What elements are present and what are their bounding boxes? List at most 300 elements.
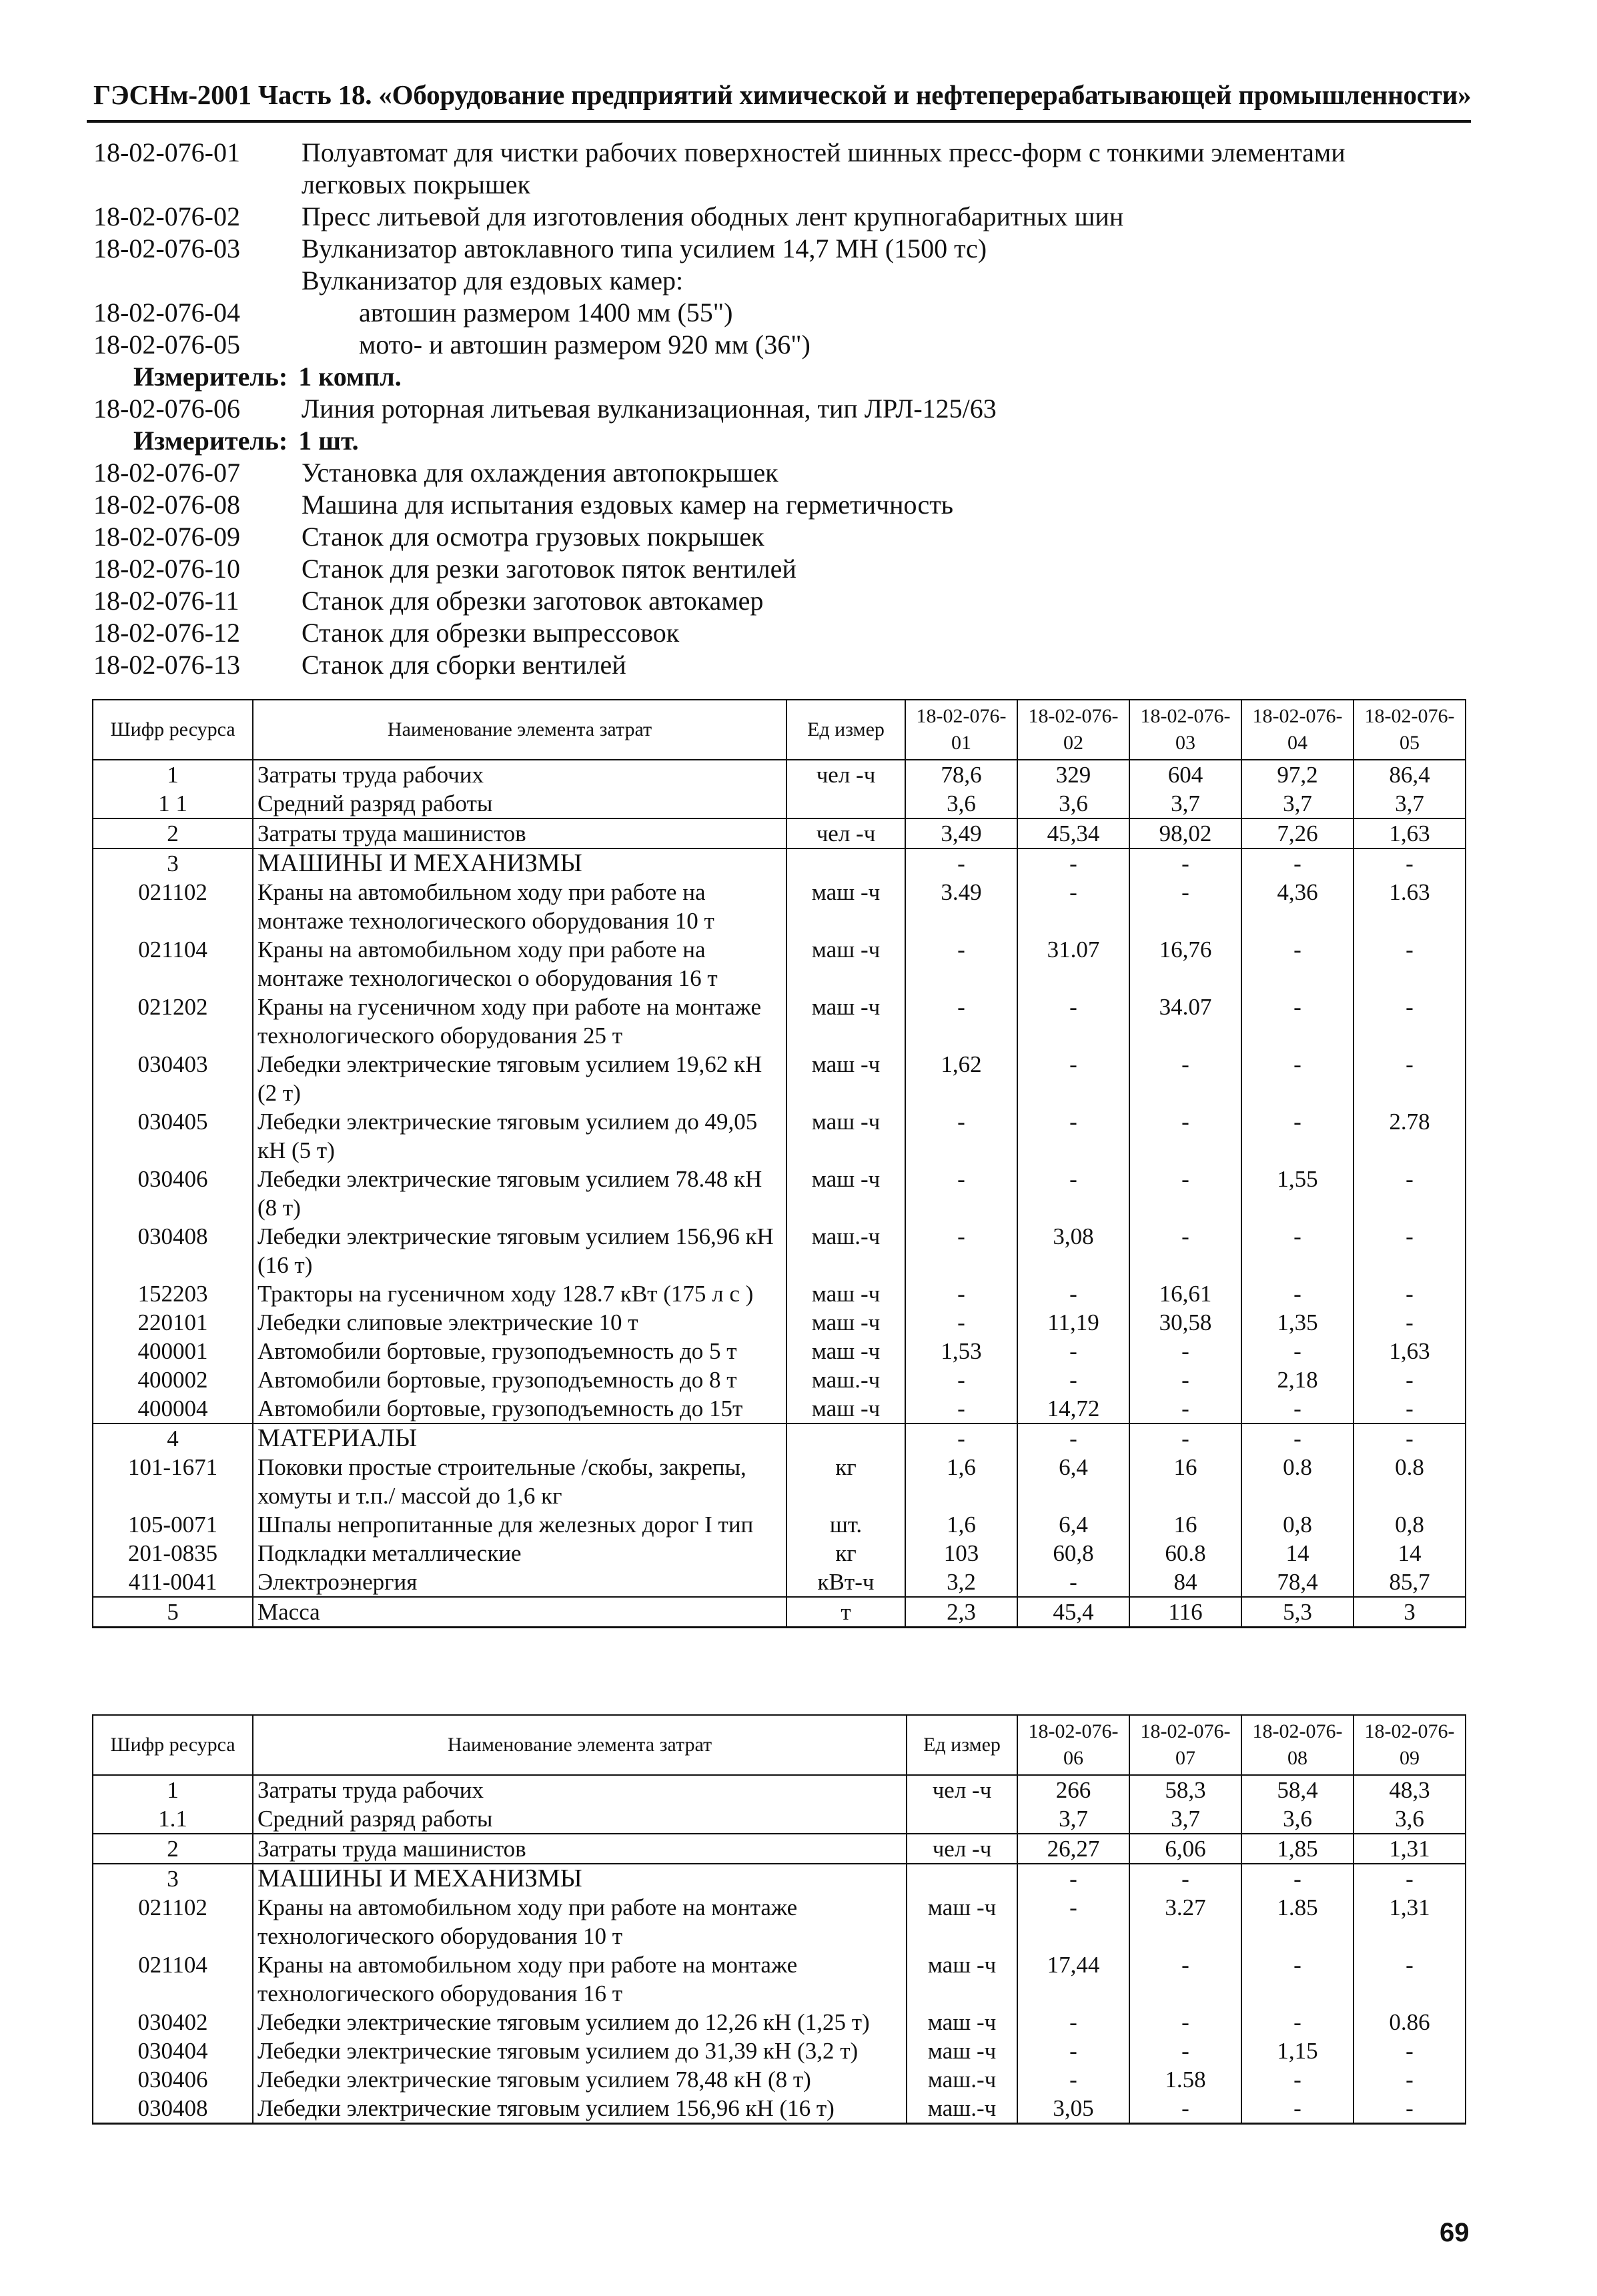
unit-cell: маш -ч (786, 1107, 905, 1165)
value-cell: 2.78 (1354, 1107, 1466, 1165)
value-cell: 34.07 (1129, 993, 1241, 1050)
value-cell: - (1129, 1337, 1241, 1365)
value-cell: - (905, 993, 1017, 1050)
value-cell: 97,2 (1241, 760, 1354, 789)
value-cell: 1,85 (1241, 1834, 1354, 1864)
table-row (93, 2037, 1466, 2065)
value-cell: 4,36 (1241, 878, 1354, 935)
item-code: 18-02-076-01 (93, 137, 240, 167)
resource-code: 021104 (93, 1950, 253, 2008)
value-cell: - (1241, 2094, 1354, 2124)
value-cell: 0.86 (1354, 2008, 1466, 2037)
value-cell: 45,4 (1017, 1597, 1129, 1628)
unit-cell (907, 1804, 1017, 1834)
value-cell: 116 (1129, 1597, 1241, 1628)
value-cell: - (1129, 1107, 1241, 1165)
resource-code: 220101 (93, 1308, 253, 1337)
value-cell: - (1017, 1365, 1129, 1394)
value-cell: 3,6 (905, 789, 1017, 818)
header-norm-code: 18-02-076-08 (1241, 1715, 1354, 1775)
unit-cell (907, 1864, 1017, 1893)
value-cell: - (1129, 1050, 1241, 1107)
value-cell: 3.49 (905, 878, 1017, 935)
value-cell: - (1129, 1423, 1241, 1453)
item-code: 18-02-076-02 (93, 201, 240, 231)
value-cell: - (1241, 848, 1354, 878)
value-cell: 30,58 (1129, 1308, 1241, 1337)
list-item (93, 617, 1468, 649)
header-unit: Ед измер (786, 700, 905, 760)
cost-element-name: Затраты труда машинистов (253, 818, 786, 848)
value-cell: 6,4 (1017, 1510, 1129, 1539)
list-item (93, 457, 1468, 489)
resource-code: 5 (93, 1597, 253, 1628)
value-cell: - (1017, 878, 1129, 935)
value-cell: 1,31 (1354, 1893, 1466, 1950)
value-cell: 3 (1354, 1597, 1466, 1628)
value-cell: - (905, 1107, 1017, 1165)
value-cell: - (1241, 1279, 1354, 1308)
item-code: 18-02-076-10 (93, 554, 240, 584)
cost-element-name: Краны на автомобильном ходу при работе на монтаже технологическоı о оборудования 16 т (253, 935, 786, 993)
value-cell: - (1354, 848, 1466, 878)
resource-code: 021102 (93, 1893, 253, 1950)
cost-element-name: Лебедки электрические тяговым усилием 156,96 кН (16 т) (253, 2094, 907, 2124)
value-cell: - (905, 1222, 1017, 1279)
value-cell: - (1354, 1950, 1466, 2008)
value-cell: 6,06 (1129, 1834, 1241, 1864)
value-cell: 16,76 (1129, 935, 1241, 993)
value-cell: 16,61 (1129, 1279, 1241, 1308)
header-resource-code: Шифр ресурса (93, 700, 253, 760)
value-cell: - (1017, 1165, 1129, 1222)
value-cell: - (1241, 1337, 1354, 1365)
value-cell: - (1017, 1893, 1129, 1950)
value-cell: 1,62 (905, 1050, 1017, 1107)
unit-cell: маш -ч (786, 878, 905, 935)
table-row (93, 1308, 1466, 1337)
unit-cell: маш -ч (907, 2037, 1017, 2065)
value-cell: 1.63 (1354, 878, 1466, 935)
value-cell: 3,7 (1017, 1804, 1129, 1834)
unit-cell: маш -ч (907, 1950, 1017, 2008)
value-cell: - (1354, 993, 1466, 1050)
unit-cell: маш -ч (786, 1050, 905, 1107)
resource-code: 152203 (93, 1279, 253, 1308)
resource-code: 411-0041 (93, 1568, 253, 1597)
value-cell: 31.07 (1017, 935, 1129, 993)
value-cell: - (1241, 1050, 1354, 1107)
header-norm-code: 18-02-076-09 (1354, 1715, 1466, 1775)
unit-cell (786, 1423, 905, 1453)
cost-element-name: Автомобили бортовые, грузоподъемность до 5 т (253, 1337, 786, 1365)
table-row (93, 2008, 1466, 2037)
unit-cell: маш -ч (786, 1337, 905, 1365)
unit-cell: чел -ч (907, 1834, 1017, 1864)
table-row (93, 2094, 1466, 2124)
cost-element-name: Тракторы на гусеничном ходу 128.7 кВт (175 л с ) (253, 1279, 786, 1308)
value-cell: 26,27 (1017, 1834, 1129, 1864)
value-cell: - (1354, 1222, 1466, 1279)
resource-code: 030402 (93, 2008, 253, 2037)
value-cell: - (1017, 993, 1129, 1050)
table-row (93, 818, 1466, 848)
cost-element-name: Краны на гусеничном ходу при работе на монтаже технологического оборудования 25 т (253, 993, 786, 1050)
value-cell: 3,6 (1241, 1804, 1354, 1834)
item-code: 18-02-076-05 (93, 330, 240, 360)
value-cell: 1,6 (905, 1453, 1017, 1510)
resource-code: 030408 (93, 1222, 253, 1279)
item-description: Установка для охлаждения автопокрышек (302, 458, 778, 488)
table-row (93, 1107, 1466, 1165)
value-cell: - (1354, 1365, 1466, 1394)
resource-code: 400004 (93, 1394, 253, 1423)
cost-element-name: Лебедки электрические тяговым усилием 78,48 кН (8 т) (253, 2065, 907, 2094)
unit-cell: чел -ч (907, 1775, 1017, 1804)
measure-value: 1 шт. (298, 426, 359, 456)
value-cell: 5,3 (1241, 1597, 1354, 1628)
header-rule (87, 120, 1471, 123)
value-cell: - (905, 1165, 1017, 1222)
value-cell: - (905, 1423, 1017, 1453)
value-cell: 3,2 (905, 1568, 1017, 1597)
table-row (93, 789, 1466, 818)
item-description: Полуавтомат для чистки рабочих поверхностей шинных пресс-форм с тонкими элементами (302, 137, 1346, 167)
value-cell: - (1241, 993, 1354, 1050)
table-row (93, 1365, 1466, 1394)
header-cost-element: Наименование элемента затрат (253, 700, 786, 760)
cost-element-name: Краны на автомобильном ходу при работе на монтаже технологического оборудования 10 т (253, 1893, 907, 1950)
value-cell: 1,63 (1354, 1337, 1466, 1365)
cost-element-name: Средний разряд работы (253, 789, 786, 818)
cost-element-name: Затраты труда рабочих (253, 1775, 907, 1804)
table-row (93, 1050, 1466, 1107)
item-description: автошин размером 1400 мм (55") (359, 298, 733, 328)
value-cell: 78,4 (1241, 1568, 1354, 1597)
item-code (93, 265, 302, 297)
list-item (93, 201, 1468, 233)
list-item (93, 489, 1468, 521)
cost-element-name: Краны на автомобильном ходу при работе на монтаже технологического оборудования 10 т (253, 878, 786, 935)
value-cell: 14,72 (1017, 1394, 1129, 1423)
value-cell: 266 (1017, 1775, 1129, 1804)
resource-code: 030408 (93, 2094, 253, 2124)
header-resource-code: Шифр ресурса (93, 1715, 253, 1775)
resource-code: 4 (93, 1423, 253, 1453)
list-item (93, 265, 1468, 297)
value-cell: - (1017, 1337, 1129, 1365)
value-cell: - (1017, 1568, 1129, 1597)
measure-unit (93, 361, 1468, 393)
unit-cell: маш.-ч (786, 1365, 905, 1394)
cost-element-name: Автомобили бортовые, грузоподъемность до 8 т (253, 1365, 786, 1394)
value-cell: 17,44 (1017, 1950, 1129, 2008)
value-cell: 2,3 (905, 1597, 1017, 1628)
unit-cell: маш -ч (907, 2008, 1017, 2037)
item-code: 18-02-076-13 (93, 650, 240, 680)
value-cell: - (1017, 2008, 1129, 2037)
value-cell: - (905, 1394, 1017, 1423)
value-cell: 14 (1241, 1539, 1354, 1568)
unit-cell: маш -ч (786, 1279, 905, 1308)
table-row (93, 2065, 1466, 2094)
unit-cell: т (786, 1597, 905, 1628)
table-row (93, 1950, 1466, 2008)
unit-cell: маш -ч (786, 1394, 905, 1423)
measure-unit (93, 425, 1468, 457)
table-row (93, 1539, 1466, 1568)
value-cell: - (905, 848, 1017, 878)
value-cell: - (1241, 1394, 1354, 1423)
list-item (93, 585, 1468, 617)
table-row (93, 1804, 1466, 1834)
resource-code: 030405 (93, 1107, 253, 1165)
value-cell: 3,7 (1354, 789, 1466, 818)
resource-code: 030404 (93, 2037, 253, 2065)
value-cell: - (1129, 878, 1241, 935)
value-cell: 1,63 (1354, 818, 1466, 848)
item-code: 18-02-076-03 (93, 233, 240, 263)
value-cell: - (1129, 1165, 1241, 1222)
resource-code: 101-1671 (93, 1453, 253, 1510)
value-cell: 1.58 (1129, 2065, 1241, 2094)
resource-code: 1 (93, 1775, 253, 1804)
unit-cell: чел -ч (786, 818, 905, 848)
value-cell: - (1017, 1107, 1129, 1165)
value-cell: - (1017, 2037, 1129, 2065)
table-row (93, 1510, 1466, 1539)
value-cell: 1.85 (1241, 1893, 1354, 1950)
cost-element-name: Лебедки слиповые электрические 10 т (253, 1308, 786, 1337)
item-code: 18-02-076-07 (93, 458, 240, 488)
value-cell: 6,4 (1017, 1453, 1129, 1510)
resource-code: 2 (93, 1834, 253, 1864)
item-description: Станок для резки заготовок пяток вентилей (302, 554, 796, 584)
table-row (93, 1279, 1466, 1308)
resource-code: 105-0071 (93, 1510, 253, 1539)
measure-label: Измеритель: (133, 362, 288, 392)
cost-element-name: Поковки простые строительные /скобы, закрепы, хомуты и т.п./ массой до 1,6 кг (253, 1453, 786, 1510)
value-cell: 1,35 (1241, 1308, 1354, 1337)
cost-table-2 (92, 1714, 1466, 2125)
value-cell: - (1129, 2037, 1241, 2065)
item-description: легковых покрышек (302, 169, 530, 199)
value-cell: - (1354, 1864, 1466, 1893)
cost-element-name: Шпалы непропитанные для железных дорог I тип (253, 1510, 786, 1539)
resource-code: 3 (93, 1864, 253, 1893)
list-item (93, 649, 1468, 681)
value-cell: 84 (1129, 1568, 1241, 1597)
value-cell: - (1241, 1222, 1354, 1279)
resource-code: 400002 (93, 1365, 253, 1394)
value-cell: - (905, 935, 1017, 993)
resource-code: 021102 (93, 878, 253, 935)
unit-cell: кг (786, 1539, 905, 1568)
value-cell: - (1017, 1279, 1129, 1308)
value-cell: - (1354, 1279, 1466, 1308)
measure-value: 1 компл. (298, 362, 402, 392)
value-cell: - (1129, 1365, 1241, 1394)
value-cell: 0,8 (1241, 1510, 1354, 1539)
value-cell: 3,05 (1017, 2094, 1129, 2124)
item-description: Машина для испытания ездовых камер на герметичность (302, 490, 953, 520)
table-row (93, 1597, 1466, 1628)
item-code: 18-02-076-09 (93, 522, 240, 552)
value-cell: 7,26 (1241, 818, 1354, 848)
table-row (93, 993, 1466, 1050)
value-cell: 0,8 (1354, 1510, 1466, 1539)
resource-code: 030403 (93, 1050, 253, 1107)
resource-code: 030406 (93, 2065, 253, 2094)
unit-cell: маш.-ч (786, 1222, 905, 1279)
value-cell: 60,8 (1017, 1539, 1129, 1568)
value-cell: 60.8 (1129, 1539, 1241, 1568)
value-cell: 0.8 (1241, 1453, 1354, 1510)
item-description: мото- и автошин размером 920 мм (36") (359, 330, 811, 360)
value-cell: - (1241, 1950, 1354, 2008)
value-cell: - (1241, 935, 1354, 993)
item-code (93, 169, 302, 201)
unit-cell: маш -ч (786, 993, 905, 1050)
table-row (93, 935, 1466, 993)
value-cell: - (1354, 2037, 1466, 2065)
header-unit: Ед измер (907, 1715, 1017, 1775)
unit-cell: кВт-ч (786, 1568, 905, 1597)
list-item (93, 137, 1468, 169)
resource-code: 030406 (93, 1165, 253, 1222)
unit-cell: шт. (786, 1510, 905, 1539)
cost-element-name: Краны на автомобильном ходу при работе на монтаже технологического оборудования 16 т (253, 1950, 907, 2008)
value-cell: 11,19 (1017, 1308, 1129, 1337)
cost-element-name: Лебедки электрические тяговым усилием 156,96 кН (16 т) (253, 1222, 786, 1279)
item-code: 18-02-076-04 (93, 298, 240, 328)
value-cell: - (1129, 848, 1241, 878)
value-cell: 3,7 (1129, 789, 1241, 818)
value-cell: 3.27 (1129, 1893, 1241, 1950)
value-cell: 103 (905, 1539, 1017, 1568)
value-cell: - (1354, 1050, 1466, 1107)
value-cell: - (905, 1308, 1017, 1337)
value-cell: - (905, 1365, 1017, 1394)
table-row (93, 1394, 1466, 1423)
value-cell: 3,08 (1017, 1222, 1129, 1279)
item-description: Линия роторная литьевая вулканизационная, тип ЛРЛ-125/63 (302, 394, 997, 424)
header-norm-code: 18-02-076-07 (1129, 1715, 1241, 1775)
cost-element-name: Электроэнергия (253, 1568, 786, 1597)
resource-code: 1.1 (93, 1804, 253, 1834)
unit-cell: маш.-ч (907, 2094, 1017, 2124)
resource-code: 3 (93, 848, 253, 878)
value-cell: - (1354, 935, 1466, 993)
item-description: Станок для осмотра грузовых покрышек (302, 522, 764, 552)
cost-element-name: МАШИНЫ И МЕХАНИЗМЫ (253, 848, 786, 878)
unit-cell: маш -ч (786, 935, 905, 993)
unit-cell: маш -ч (907, 1893, 1017, 1950)
item-code: 18-02-076-11 (93, 586, 239, 616)
value-cell: 1,15 (1241, 2037, 1354, 2065)
item-code: 18-02-076-06 (93, 394, 240, 424)
value-cell: - (1354, 2094, 1466, 2124)
value-cell: 1,6 (905, 1510, 1017, 1539)
unit-cell: кг (786, 1453, 905, 1510)
value-cell: - (1354, 2065, 1466, 2094)
value-cell: - (1354, 1423, 1466, 1453)
cost-element-name: Средний разряд работы (253, 1804, 907, 1834)
value-cell: - (1241, 1107, 1354, 1165)
value-cell: - (1354, 1308, 1466, 1337)
table-row (93, 1775, 1466, 1804)
value-cell: 58,4 (1241, 1775, 1354, 1804)
value-cell: 1,55 (1241, 1165, 1354, 1222)
table-row (93, 1893, 1466, 1950)
value-cell: - (1354, 1394, 1466, 1423)
value-cell: - (1129, 1864, 1241, 1893)
item-code: 18-02-076-08 (93, 490, 240, 520)
table-row (93, 1864, 1466, 1893)
cost-element-name: МАТЕРИАЛЫ (253, 1423, 786, 1453)
header-norm-code: 18-02-076-06 (1017, 1715, 1129, 1775)
cost-element-name: Лебедки электрические тяговым усилием 78.48 кН (8 т) (253, 1165, 786, 1222)
resource-code: 021104 (93, 935, 253, 993)
item-code: 18-02-076-12 (93, 618, 240, 648)
value-cell: 98,02 (1129, 818, 1241, 848)
table-row (93, 1834, 1466, 1864)
value-cell: 0.8 (1354, 1453, 1466, 1510)
resource-code: 2 (93, 818, 253, 848)
value-cell: 45,34 (1017, 818, 1129, 848)
item-description: Вулканизатор для ездовых камер: (302, 265, 684, 296)
cost-element-name: Затраты труда рабочих (253, 760, 786, 789)
value-cell: - (1241, 1423, 1354, 1453)
item-list (93, 137, 1468, 681)
cost-element-name: Лебедки электрические тяговым усилием до 31,39 кН (3,2 т) (253, 2037, 907, 2065)
resource-code: 1 (93, 760, 253, 789)
list-item (93, 169, 1468, 201)
table-row (93, 1453, 1466, 1510)
value-cell: 85,7 (1354, 1568, 1466, 1597)
header-norm-code: 18-02-076-01 (905, 700, 1017, 760)
resource-code: 400001 (93, 1337, 253, 1365)
value-cell: - (905, 1279, 1017, 1308)
item-description: Станок для обрезки заготовок автокамер (302, 586, 764, 616)
value-cell: - (1129, 1950, 1241, 2008)
value-cell: - (1129, 1222, 1241, 1279)
value-cell: 14 (1354, 1539, 1466, 1568)
value-cell: 16 (1129, 1453, 1241, 1510)
cost-element-name: Подкладки металлические (253, 1539, 786, 1568)
value-cell: - (1129, 1394, 1241, 1423)
value-cell: 3,6 (1354, 1804, 1466, 1834)
table-row (93, 760, 1466, 789)
table-row (93, 1568, 1466, 1597)
value-cell: - (1241, 1864, 1354, 1893)
value-cell: 3,7 (1129, 1804, 1241, 1834)
value-cell: - (1017, 1050, 1129, 1107)
cost-table-1 (92, 699, 1466, 1628)
list-item (93, 521, 1468, 553)
cost-element-name: Лебедки электрические тяговым усилием до 12,26 кН (1,25 т) (253, 2008, 907, 2037)
value-cell: 58,3 (1129, 1775, 1241, 1804)
item-description: Станок для сборки вентилей (302, 650, 626, 680)
cost-element-name: Масса (253, 1597, 786, 1628)
value-cell: 2,18 (1241, 1365, 1354, 1394)
header-norm-code: 18-02-076-03 (1129, 700, 1241, 760)
value-cell: - (1354, 1165, 1466, 1222)
resource-code: 1 1 (93, 789, 253, 818)
value-cell: - (1017, 1864, 1129, 1893)
item-description: Станок для обрезки выпрессовок (302, 618, 680, 648)
measure-label: Измеритель: (133, 426, 288, 456)
